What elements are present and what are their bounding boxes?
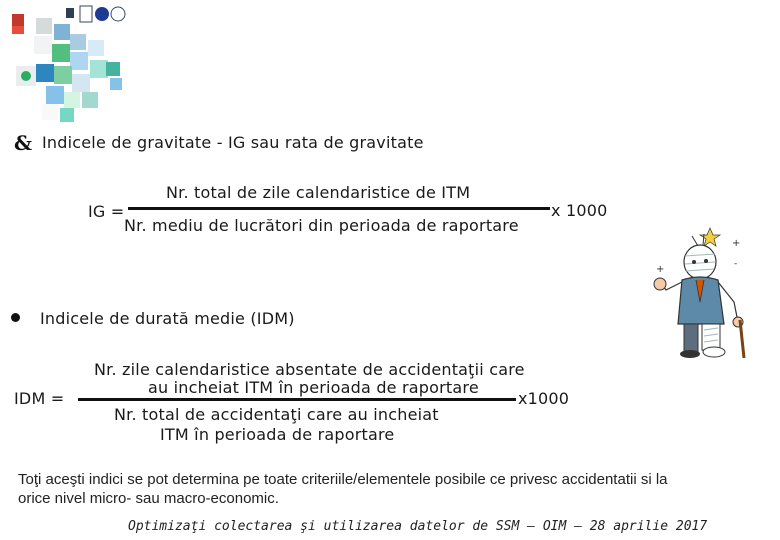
injured-worker-graphic: [648, 224, 752, 360]
svg-text:+: +: [732, 238, 741, 249]
ig-numerator: Nr. total de zile calendaristice de ITM: [166, 183, 471, 202]
footer-text: Optimizaţi colectarea şi utilizarea datelor de SSM – OIM – 28 aprilie 2017: [128, 519, 708, 534]
ig-denominator: Nr. mediu de lucrători din perioada de raportare: [124, 216, 519, 235]
ig-heading: Indicele de gravitate - IG sau rata de gravitate: [42, 133, 424, 152]
svg-text:-: -: [734, 259, 738, 269]
ig-label: IG =: [88, 202, 125, 221]
idm-numerator-line1: Nr. zile calendaristice absentate de accidentaţii care: [94, 360, 525, 379]
cube-mosaic-logo: [6, 4, 128, 130]
idm-fraction-rule: [78, 398, 516, 401]
idm-heading: Indicele de durată medie (IDM): [40, 309, 295, 328]
idm-numerator-line2: au incheiat ITM în perioada de raportare: [148, 378, 479, 397]
ig-multiplier: x 1000: [551, 201, 608, 220]
ig-fraction-rule: [128, 207, 550, 210]
svg-text:+: +: [656, 264, 665, 275]
logo-graphic: [6, 4, 128, 130]
dot-bullet-icon: [11, 313, 20, 322]
idm-multiplier: x1000: [518, 389, 570, 408]
idm-label: IDM =: [14, 389, 65, 408]
note-paragraph: Toţi aceşti indici se pot determina pe toate criteriile/elementele posibile ce privesc accidentatii si la orice nivel micro- sau macro-economic.: [18, 471, 668, 507]
ampersand-bullet-icon: &: [14, 131, 33, 155]
injured-worker-illustration: [648, 224, 752, 360]
idm-denominator-line2: ITM în perioada de raportare: [160, 425, 395, 444]
idm-denominator-line1: Nr. total de accidentaţi care au incheiat: [114, 405, 439, 424]
